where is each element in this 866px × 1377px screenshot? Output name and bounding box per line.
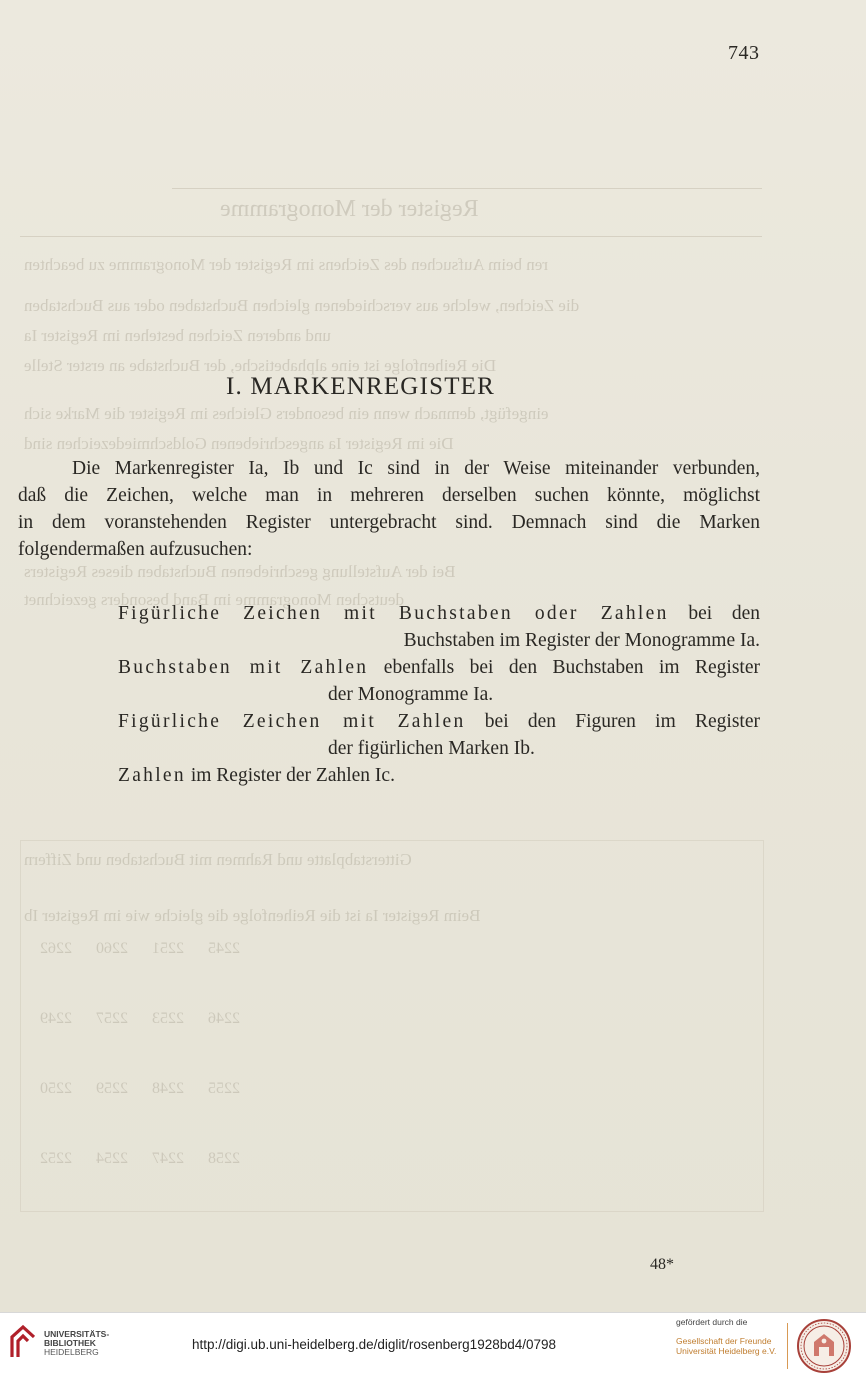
lookup-rule <box>118 600 760 654</box>
library-name-line: HEIDELBERG <box>44 1347 99 1357</box>
rule-spaced-term: Zahlen <box>118 765 186 786</box>
library-name-line: UNIVERSITÄTS- <box>44 1329 110 1339</box>
sponsor-name <box>676 1336 776 1356</box>
viewer-footer <box>0 1312 866 1377</box>
bleed-through-text: Register der Monogramme <box>220 196 479 222</box>
rule-spaced-term: Figürliche Zeichen mit Buchstaben oder Zahlen <box>118 603 669 624</box>
bleed-through-rule <box>20 236 762 237</box>
bleed-through-text: 2246 2253 2257 2249 <box>40 1010 240 1027</box>
section-heading: I. MARKENREGISTER <box>226 373 496 400</box>
rule-lead <box>118 762 760 789</box>
library-logo-icon <box>8 1323 38 1361</box>
rule-continuation: Buchstaben im Register der Monogramme Ia. <box>403 630 760 651</box>
rule-lead <box>118 654 760 681</box>
rule-spaced-term: Figürliche Zeichen mit Zahlen <box>118 711 466 732</box>
bleed-through-text: 2258 2247 2254 2252 <box>40 1150 240 1167</box>
bleed-through-text: Beim Register Ia ist die Reihenfolge die gleiche wie im Register Ib <box>24 906 481 925</box>
bleed-through-text: Gitterstabplatte und Rahmen mit Buchstaben und Ziffern <box>24 850 412 869</box>
bleed-through-text: Die Reihenfolge ist eine alphabetische, der Buchstabe an erster Stelle <box>24 356 497 375</box>
sponsor-caption: gefördert durch die <box>676 1317 748 1327</box>
page-number: 743 <box>728 42 760 64</box>
rule-text: ebenfalls bei den Buchstaben im Register <box>368 657 760 678</box>
rule-lead <box>118 600 760 627</box>
bleed-through-text: Die im Register Ia angeschriebenen Goldschmiedezeichen sind <box>24 434 454 453</box>
permalink-url[interactable]: http://digi.ub.uni-heidelberg.de/diglit/rosenberg1928bd4/0798 <box>192 1337 557 1352</box>
rule-continuation: der figürlichen Marken Ib. <box>328 738 535 759</box>
sponsor-name-line: Gesellschaft der Freunde <box>676 1336 772 1346</box>
rule-continuation: der Monogramme Ia. <box>328 684 494 705</box>
bleed-through-rule <box>172 188 762 189</box>
intro-line: folgendermaßen aufzusuchen: <box>18 539 253 560</box>
lookup-rule <box>118 708 760 762</box>
lookup-rules <box>118 600 760 789</box>
bleed-through-text: die Zeichen, welche aus verschiedenen gleichen Buchstaben oder aus Buchstaben <box>24 296 580 315</box>
sponsor-name-line: Universität Heidelberg e.V. <box>676 1346 777 1356</box>
intro-paragraph <box>18 455 760 563</box>
bleed-through-text: eingefügt, demnach wenn ein besonders Gleiches im Register die Marke sich <box>24 404 549 423</box>
rule-text: bei den <box>668 603 760 624</box>
university-seal-icon <box>796 1318 852 1374</box>
library-name <box>44 1330 109 1357</box>
rule-text: im Register der Zahlen Ic. <box>185 765 395 786</box>
lookup-rule <box>118 654 760 708</box>
bleed-through-text: und anderen Zeichen bestehen im Register Ia <box>24 326 331 345</box>
sponsor-divider <box>787 1323 788 1369</box>
bleed-through-text: ren beim Aufsuchen des Zeichens im Register der Monogramme zu beachten <box>24 255 548 274</box>
library-name-line: BIBLIOTHEK <box>44 1338 96 1348</box>
intro-line: Die Markenregister Ia, Ib und Ic sind in der Weise miteinander verbunden, <box>72 458 760 479</box>
bleed-through-text: Bei der Aufstellung geschriebenen Buchstaben dieses Registers <box>24 562 456 581</box>
intro-line: daß die Zeichen, welche man in mehreren derselben suchen könnte, möglichst <box>18 485 760 506</box>
lookup-rule <box>118 762 760 789</box>
bleed-through-text: 2255 2248 2259 2250 <box>40 1080 240 1097</box>
rule-text: bei den Figuren im Register <box>465 711 760 732</box>
rule-lead <box>118 708 760 735</box>
rule-spaced-term: Buchstaben mit Zahlen <box>118 657 369 678</box>
bleed-through-text: deutschen Monogramme im Band besonders gezeichnet <box>24 590 405 609</box>
intro-line: in dem voranstehenden Register untergebracht sind. Demnach sind die Marken <box>18 512 760 533</box>
printer-signature-mark: 48* <box>650 1256 674 1273</box>
bleed-through-text: 2245 2251 2260 2262 <box>40 940 240 957</box>
